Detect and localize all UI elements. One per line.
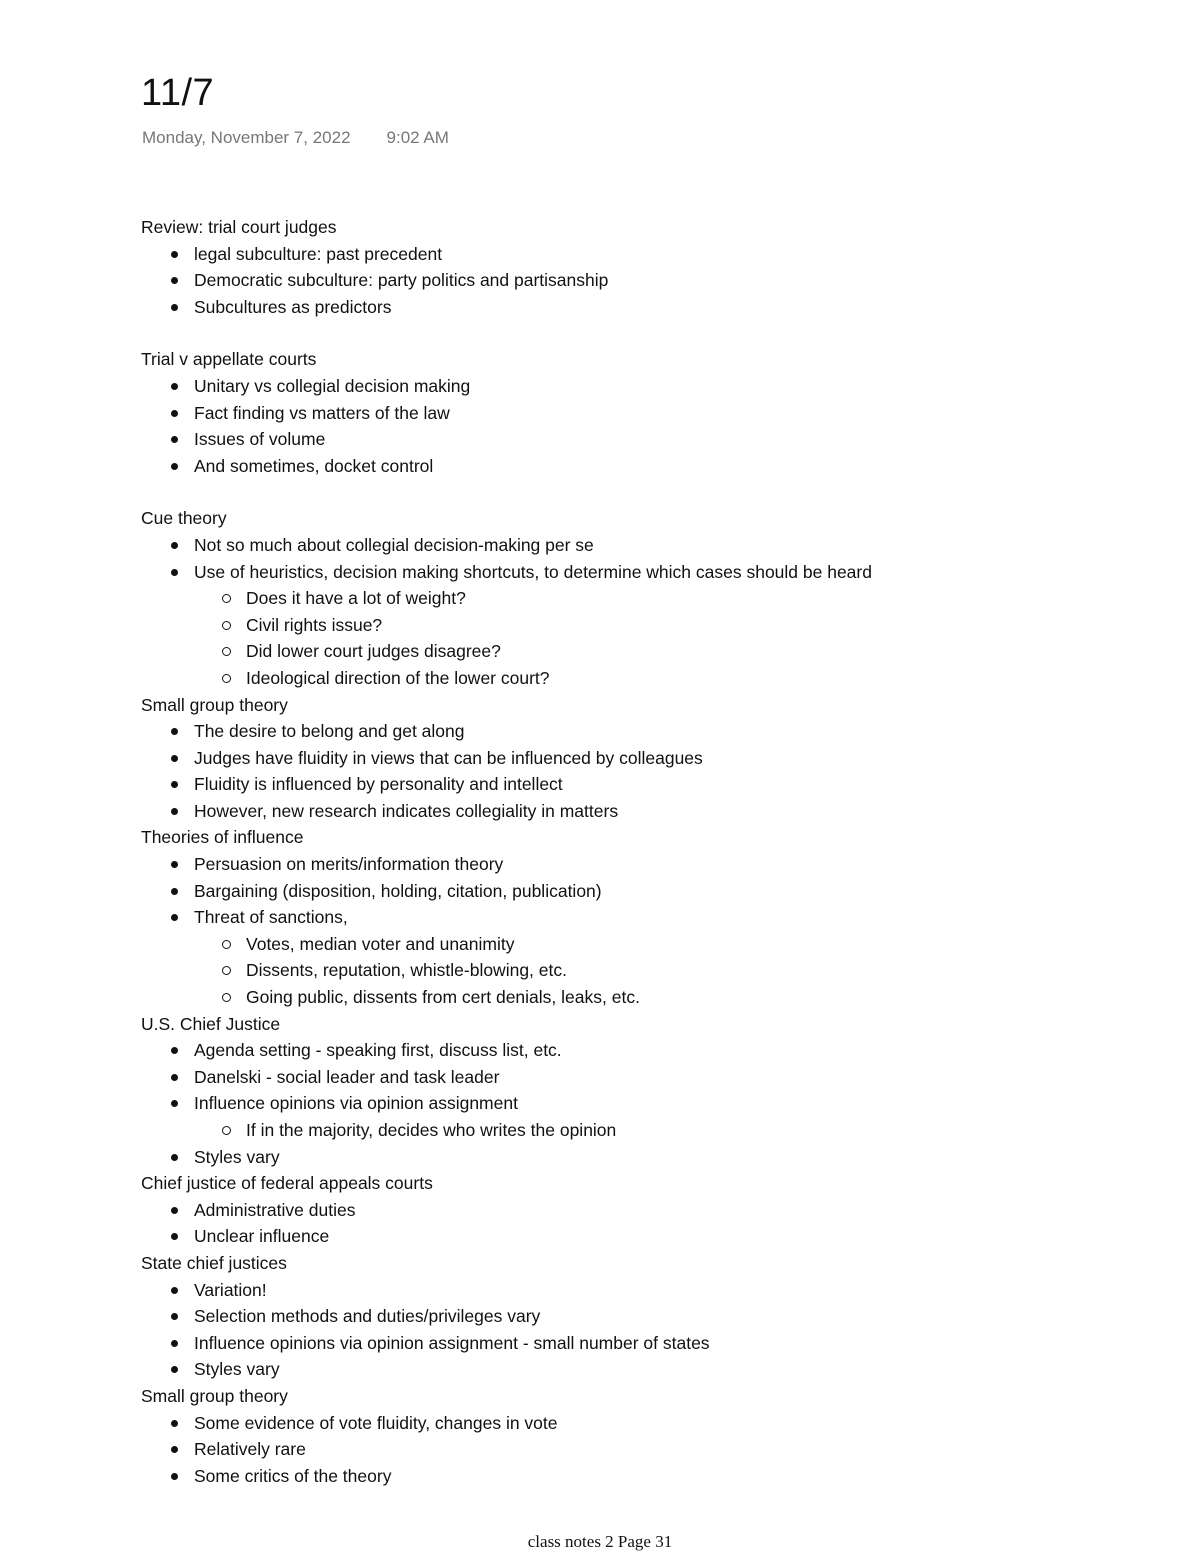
page-footer: class notes 2 Page 31 [527,1532,673,1551]
note-time: 9:02 AM [386,128,449,147]
sub-list-container [141,931,1141,1011]
list-item [141,373,1141,400]
sub-bullet-list [141,1117,1141,1144]
bullet-list [141,373,1141,479]
sub-list-item: Dissents, reputation, whistle-blowing, etc. [141,957,1141,984]
list-item [141,1330,1141,1357]
section-heading: Chief justice of federal appeals courts [141,1173,433,1194]
sub-list-item: Ideological direction of the lower court? [141,665,1141,692]
list-item-text: Persuasion on merits/information theory [194,854,504,875]
list-item [141,904,1141,931]
list-item-text: The desire to belong and get along [194,721,465,742]
section-heading: Theories of influence [141,827,304,848]
list-item [141,1197,1141,1224]
list-item [141,745,1141,772]
section-heading: Cue theory [141,508,227,529]
list-item [141,878,1141,905]
list-item-text: Unitary vs collegial decision making [194,375,471,396]
list-item-text: Some evidence of vote fluidity, changes in vote [194,1412,558,1433]
list-item-text: legal subculture: past precedent [194,243,443,264]
list-item [141,267,1141,294]
list-item [141,1356,1141,1383]
list-item-text: Influence opinions via opinion assignment - small number of states [194,1332,710,1353]
list-item [141,532,1141,559]
list-item-text: Relatively rare [194,1439,306,1460]
list-item-text: Judges have fluidity in views that can be influenced by colleagues [194,747,703,768]
list-item-text: Use of heuristics, decision making shortcuts, to determine which cases should be heard [194,561,872,582]
list-item-text: Issues of volume [194,429,326,450]
list-item [141,1037,1141,1064]
list-item-text: Subcultures as predictors [194,296,392,317]
sub-list-item: Votes, median voter and unanimity [141,931,1141,958]
sub-list-container [141,585,1141,691]
list-item-text: Styles vary [194,1359,280,1380]
page-title: 11/7 [141,72,215,114]
note-date: Monday, November 7, 2022 [142,128,351,147]
list-item-text: Some critics of the theory [194,1465,392,1486]
sub-list-item: Does it have a lot of weight? [141,585,1141,612]
list-item [141,1277,1141,1304]
list-item [141,771,1141,798]
list-item-text: Styles vary [194,1146,280,1167]
list-item-text: Administrative duties [194,1199,356,1220]
list-item-text: And sometimes, docket control [194,455,434,476]
bullet-list [141,1277,1141,1383]
note-metadata [142,128,449,148]
sub-list-item: Going public, dissents from cert denials, leaks, etc. [141,984,1141,1011]
list-item-text: Bargaining (disposition, holding, citation, publication) [194,880,602,901]
list-item [141,559,1141,586]
bullet-list [141,1037,1141,1170]
list-item [141,1223,1141,1250]
sub-list-container [141,1117,1141,1144]
bullet-list [141,532,1141,692]
bullet-list [141,241,1141,321]
section-heading: State chief justices [141,1252,287,1273]
list-item [141,426,1141,453]
sub-list-item: Did lower court judges disagree? [141,638,1141,665]
sub-bullet-list [141,585,1141,691]
list-item [141,294,1141,321]
bullet-list [141,1197,1141,1250]
list-item-text: Danelski - social leader and task leader [194,1066,500,1087]
list-item [141,1463,1141,1490]
list-item-text: Variation! [194,1279,267,1300]
list-item [141,400,1141,427]
list-item [141,718,1141,745]
bullet-list [141,1410,1141,1490]
bullet-list [141,718,1141,824]
list-item-text: Threat of sanctions, [194,907,348,928]
list-item-text: Fluidity is influenced by personality and intellect [194,774,563,795]
list-item-text: Influence opinions via opinion assignment [194,1093,518,1114]
list-item [141,241,1141,268]
section-heading: Review: trial court judges [141,217,337,237]
sub-list-item: If in the majority, decides who writes the opinion [141,1117,1141,1144]
list-item-text: Agenda setting - speaking first, discuss list, etc. [194,1040,562,1061]
blank-line [141,320,1141,346]
list-item [141,453,1141,480]
list-item [141,1303,1141,1330]
list-item-text: Unclear influence [194,1226,330,1247]
list-item [141,1144,1141,1171]
sub-bullet-list [141,931,1141,1011]
sub-list-item: Civil rights issue? [141,612,1141,639]
list-item [141,1064,1141,1091]
section-heading: U.S. Chief Justice [141,1013,281,1034]
blank-line [141,479,1141,505]
list-item-text: Democratic subculture: party politics and partisanship [194,270,609,291]
list-item [141,1090,1141,1117]
section-heading: Small group theory [141,1385,288,1406]
bullet-list [141,851,1141,1011]
list-item [141,1410,1141,1437]
list-item [141,851,1141,878]
note-body [141,214,1141,1489]
section-heading: Small group theory [141,694,288,715]
list-item-text: Not so much about collegial decision-making per se [194,534,594,555]
list-item [141,798,1141,825]
section-heading: Trial v appellate courts [141,349,317,370]
list-item-text: Fact finding vs matters of the law [194,402,450,423]
list-item-text: However, new research indicates collegiality in matters [194,800,619,821]
list-item-text: Selection methods and duties/privileges vary [194,1306,541,1327]
list-item [141,1436,1141,1463]
